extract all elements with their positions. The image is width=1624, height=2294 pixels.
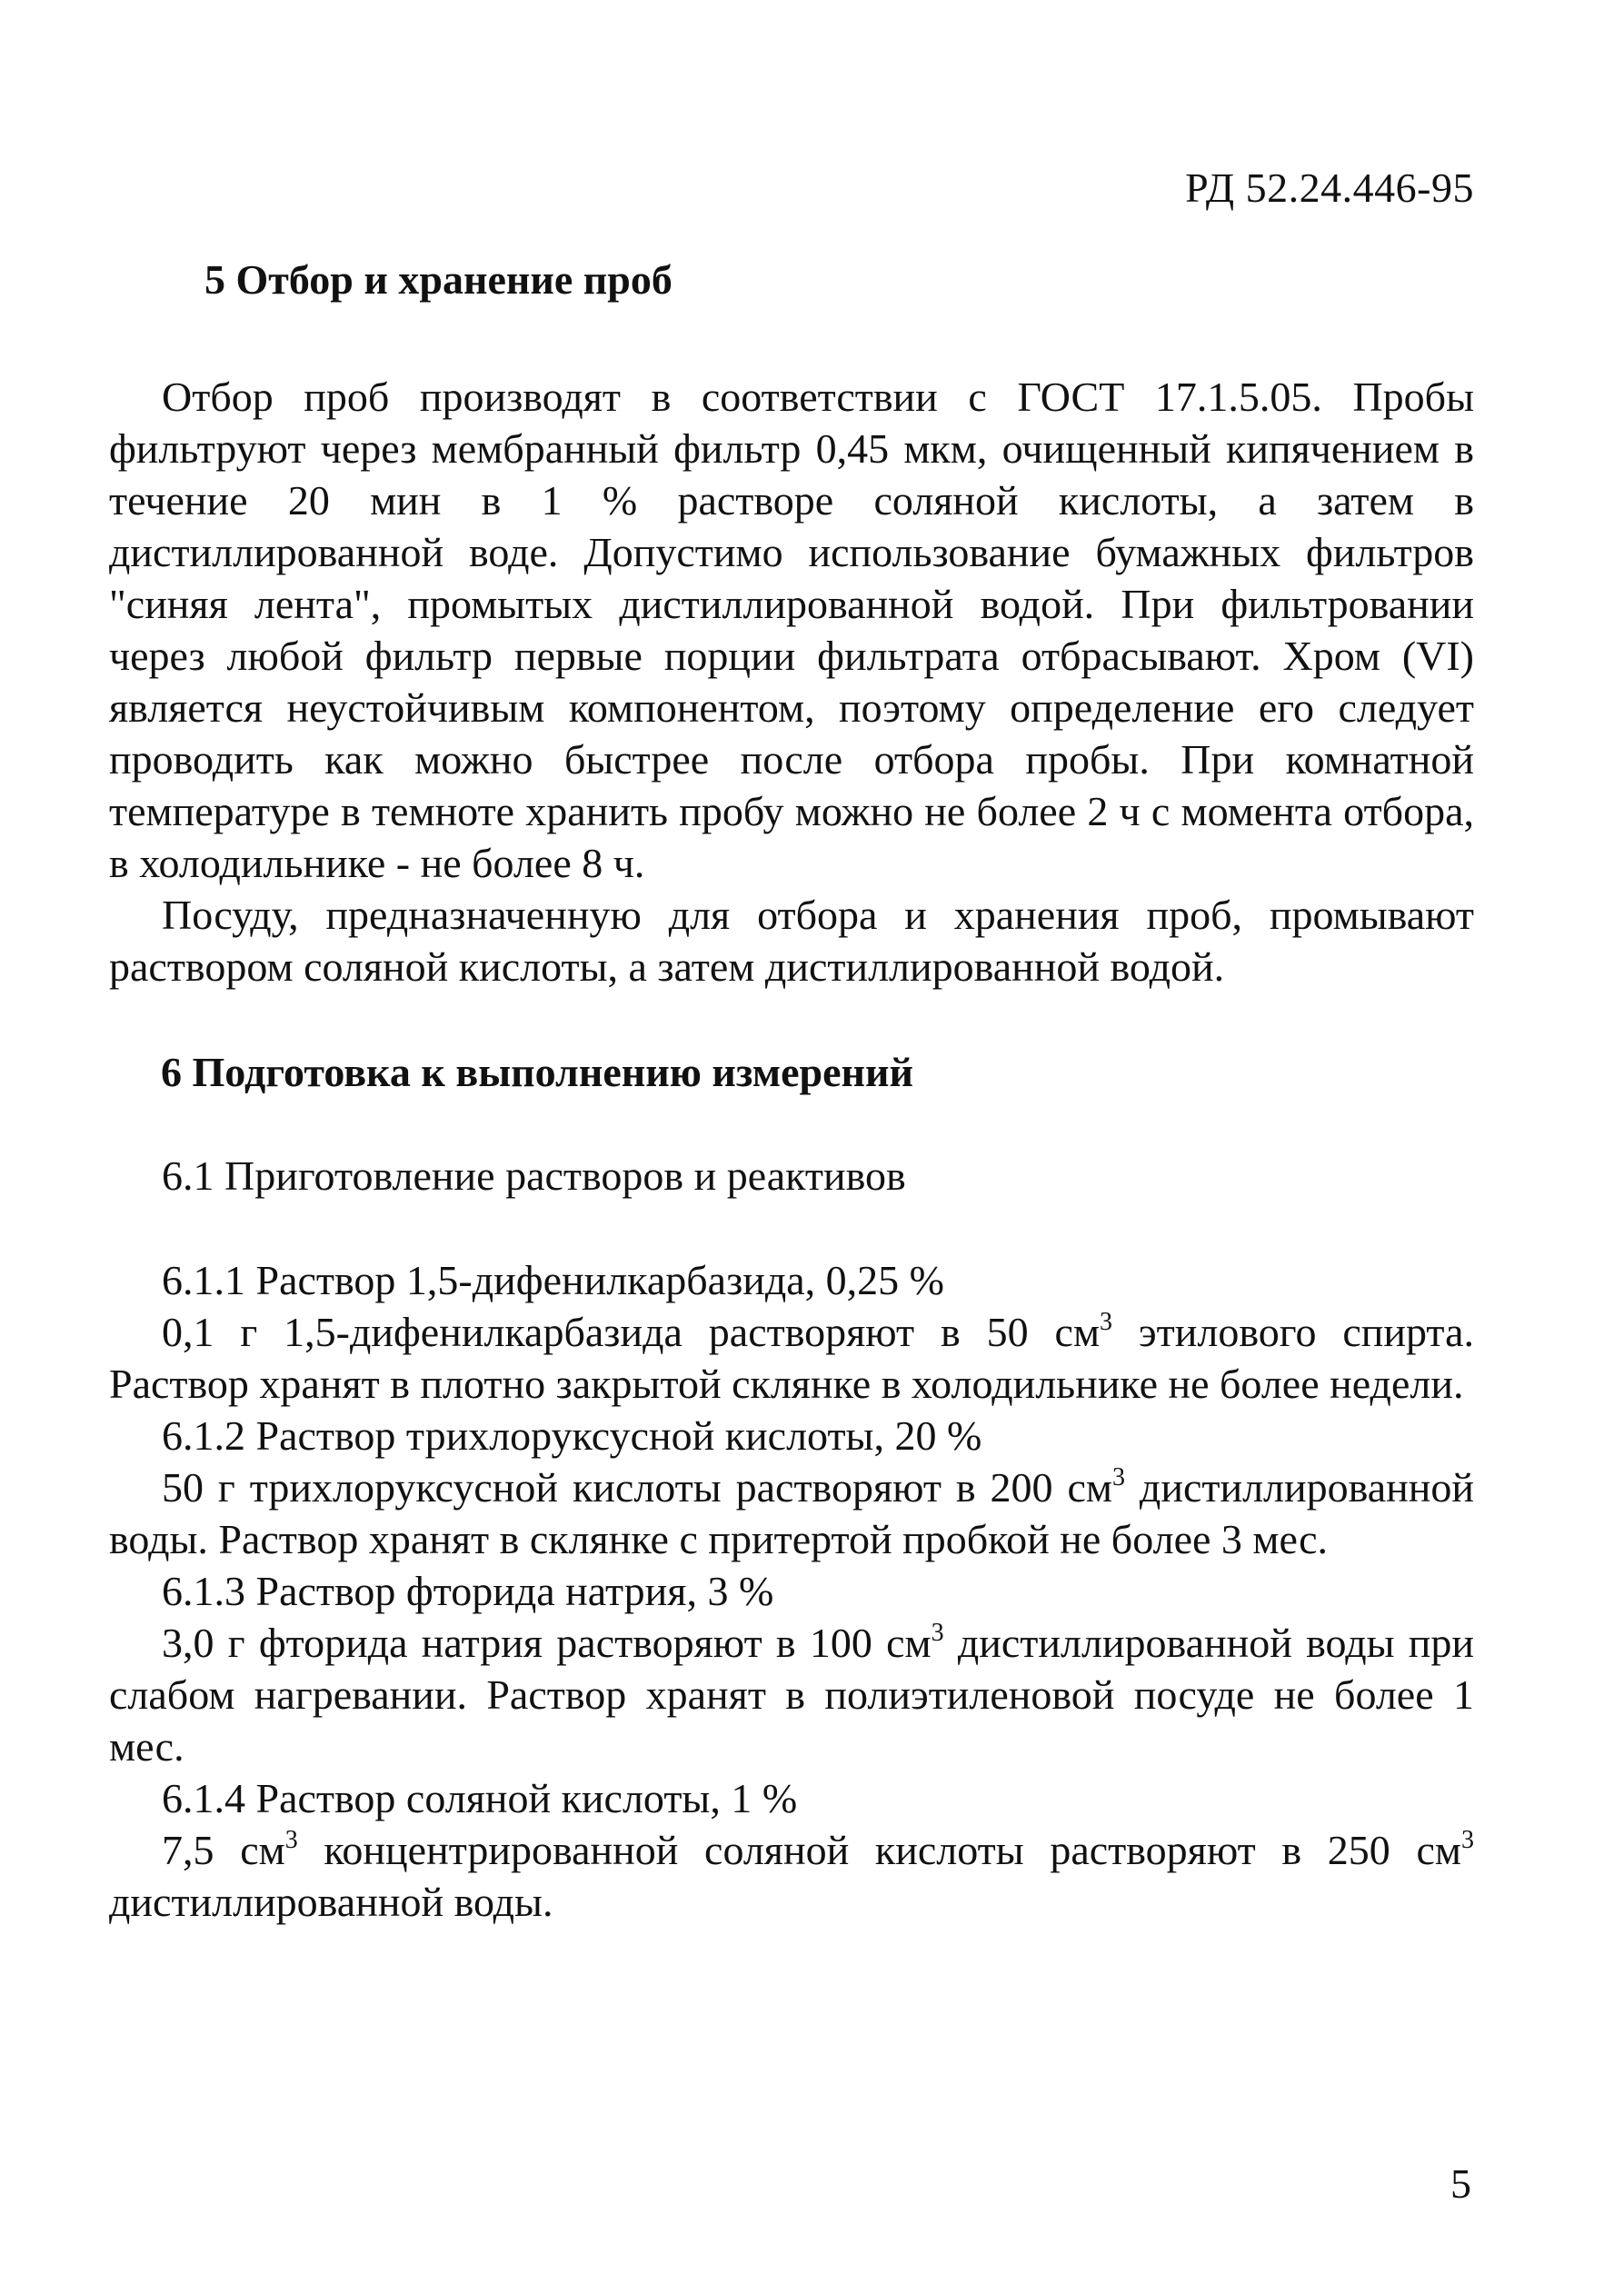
item-6-1-4-text-a: 7,5 см [162,1827,285,1874]
page-content [109,254,1474,1928]
superscript: 3 [1112,1463,1125,1492]
item-6-1-2-text [109,1461,1474,1565]
subsection-6-1-heading: 6.1 Приготовление растворов и реактивов [162,1152,906,1200]
section-5-paragraph-2: Посуду, предназначенную для отбора и хранения проб, промывают раствором соляной кислоты, а затем дистиллированной водой. [109,892,1474,991]
section-5-paragraph-1: Отбор проб производят в соответствии с ГОСТ 17.1.5.05. Пробы фильтруют через мембранный фильтр 0,45 мкм, очищенный кипячением в течение 20 мин в 1 % растворе соляной кислоты, а затем в дистиллированной воде. Допустимо использование бумажных фильтров "синяя лента", промытых дистиллированной водой. При фильтровании через любой фильтр первые порции фильтрата отбрасывают. Хром (VI) является неустойчивым компонентом, поэтому определение его следует проводить как можно быстрее после отбора пробы. При комнатной температуре в темноте хранить пробу можно не более 2 ч с момента отбора, в холодильнике - не более 8 ч. [109,374,1474,887]
item-6-1-1-text-a: 0,1 г 1,5-дифенилкарбазида растворяют в 50 см [162,1309,1101,1356]
document-code: РД 52.24.446-95 [1185,165,1474,211]
item-6-1-1-text-b: этилового спирта. Раствор хранят в плотно закрытой склянке в холодильнике не более недели. [109,1309,1474,1408]
item-6-1-3-text [109,1617,1474,1772]
item-6-1-4-title: 6.1.4 Раствор соляной кислоты, 1 % [162,1775,798,1822]
section-6-heading: 6 Подготовка к выполнению измерений [161,1049,913,1096]
item-6-1-1-title: 6.1.1 Раствор 1,5-дифенилкарбазида, 0,25 % [162,1257,944,1304]
superscript: 3 [284,1826,298,1855]
item-6-1-4-text-mid: концентрированной соляной кислоты растворяют в 250 см [297,1827,1461,1874]
item-6-1-2-text-b: дистиллированной воды. Раствор хранят в склянке с притертой пробкой не более 3 мес. [109,1464,1474,1563]
item-6-1-4-text [109,1824,1474,1928]
item-6-1-4-text-b: дистиллированной воды. [109,1879,553,1926]
superscript: 3 [1100,1308,1113,1337]
section-5-heading: 5 Отбор и хранение проб [204,256,673,303]
superscript: 3 [931,1619,944,1648]
item-6-1-2-text-a: 50 г трихлоруксусной кислоты растворяют в 200 см [162,1464,1112,1511]
item-6-1-1-text [109,1306,1474,1410]
page-number: 5 [1450,2160,1471,2207]
item-6-1-3-text-a: 3,0 г фторида натрия растворяют в 100 см [162,1620,932,1667]
item-6-1-3-title: 6.1.3 Раствор фторида натрия, 3 % [162,1568,774,1615]
item-6-1-2-title: 6.1.2 Раствор трихлоруксусной кислоты, 20 % [162,1412,982,1460]
superscript: 3 [1461,1826,1474,1855]
item-6-1-3-text-b: дистиллированной воды при слабом нагревании. Раствор хранят в полиэтиленовой посуде не более 1 мес. [109,1620,1474,1770]
